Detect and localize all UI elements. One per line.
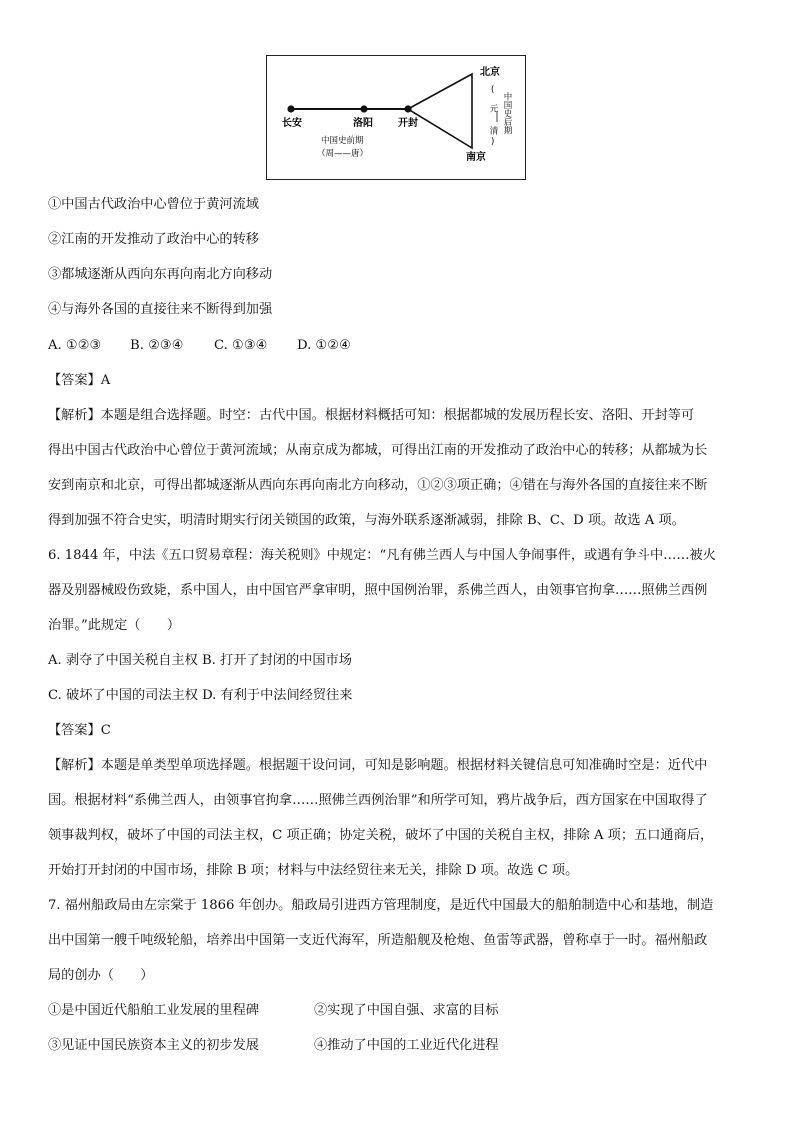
changan-label: 长安 (282, 118, 302, 129)
q5-analysis-line-2: 得出中国古代政治中心曾位于黄河流域；从南京成为都城，可得出江南的开发推动了政治中心的转移；从都城为长 (48, 443, 708, 458)
q6-options-row-1: A. 剥夺了中国关税自主权 B. 打开了封闭的中国市场 (48, 653, 352, 668)
q5-analysis-line-1: 【解析】本题是组合选择题。时空：古代中国。根据材料概括可知：根据都城的发展历程长安、洛阳、开封等可 (48, 408, 695, 423)
q7-items-row-1 (48, 1001, 499, 1021)
capital-migration-diagram (266, 55, 526, 180)
late-range-paren-open: ( (491, 85, 495, 95)
beijing-label: 北京 (480, 67, 500, 78)
q6-stem-line-2: 器及别器械殴伤致毙，系中国人，由中国官严拿审明，照中国例治罪，系佛兰西人，由领事官拘拿……照佛兰西例 (48, 583, 708, 598)
q6-analysis-line-3: 领事裁判权，破坏了中国的司法主权，C 项正确；协定关税，破坏了中国的关税自主权，排除 A 项；五口通商后， (48, 828, 714, 843)
q5-analysis-line-4: 得到加强不符合史实，明清时期实行闭关锁国的政策，与海外联系逐渐减弱，排除 B、C、D 项。故选 A 项。 (48, 513, 685, 528)
diagram-svg (267, 56, 527, 181)
late-range-end: 清 (488, 126, 498, 135)
q6-analysis-line-2: 国。根据材料“系佛兰西人，由领事官拘拿……照佛兰西例治罪”和所学可知，鸦片战争后，西方国家在中国取得了 (48, 793, 708, 808)
q5-option-b: B. ②③④ (130, 338, 184, 353)
kaifeng-dot (404, 105, 411, 112)
early-period-label: 中国史前期 (321, 136, 364, 146)
q7-item-1: ①是中国近代船舶工业发展的里程碑 (48, 1003, 259, 1018)
q5-item-2: ②江南的开发推动了政治中心的转移 (48, 232, 259, 247)
q6-options-row-2: C. 破坏了中国的司法主权 D. 有利于中法间经贸往来 (48, 688, 353, 703)
q6-stem-line-1: 6. 1844 年，中法《五口贸易章程：海关税则》中规定：“凡有佛兰西人与中国人争闹事件，或遇有争斗中……被火 (48, 548, 716, 563)
q7-stem-line-3: 局的创办（ ） (48, 968, 154, 983)
luoyang-label: 洛阳 (353, 118, 373, 129)
q5-option-a: A. ①②③ (48, 338, 102, 353)
q5-option-d: D. ①②④ (297, 338, 351, 353)
q5-item-4: ④与海外各国的直接往来不断得到加强 (48, 302, 273, 317)
q7-items-row-2 (48, 1036, 499, 1056)
q5-item-1: ①中国古代政治中心曾位于黄河流域 (48, 197, 259, 212)
q5-options (48, 336, 351, 356)
early-range-label: （周——唐） (317, 149, 369, 159)
q7-stem-line-2: 出中国第一艘千吨级轮船，培养出中国第一支近代海军，所造船舰及枪炮、鱼雷等武器，曾称卓于一时。福州船政 (48, 933, 708, 948)
q5-analysis-line-3: 安到南京和北京，可得出都城逐渐从西向东再向南北方向移动，①②③项正确；④错在与海外各国的直接往来不断 (48, 478, 708, 493)
q7-stem-line-1: 7. 福州船政局由左宗棠于 1866 年创办。船政局引进西方管理制度，是近代中国最大的船舶制造中心和基地，制造 (48, 898, 714, 913)
q6-stem-line-3: 治罪。”此规定（ ） (48, 618, 181, 633)
late-range-start: 元 (488, 104, 498, 113)
q5-answer: 【答案】A (48, 373, 111, 388)
late-period-label: 中国史后期 (502, 92, 512, 135)
q6-analysis-line-4: 开始打开封闭的中国市场，排除 B 项；材料与中法经贸往来无关，排除 D 项。故选 C 项。 (48, 863, 579, 878)
q6-answer: 【答案】C (48, 723, 111, 738)
q5-item-3: ③都城逐渐从西向东再向南北方向移动 (48, 267, 273, 282)
q7-item-3: ③见证中国民族资本主义的初步发展 (48, 1038, 259, 1053)
q6-analysis-line-1: 【解析】本题是单类型单项选择题。根据题干设问词，可知是影响题。根据材料关键信息可知准确时空是：近代中 (48, 758, 708, 773)
nanjing-label: 南京 (466, 152, 486, 163)
kaifeng-label: 开封 (398, 118, 418, 129)
luoyang-dot (360, 105, 367, 112)
north-south-triangle (408, 74, 472, 148)
q7-item-4: ④推动了中国的工业近代化进程 (314, 1038, 499, 1053)
changan-dot (287, 105, 294, 112)
q7-item-2: ②实现了中国自强、求富的目标 (314, 1003, 499, 1018)
late-range-paren-close: ) (491, 137, 495, 147)
q5-option-c: C. ①③④ (214, 338, 268, 353)
